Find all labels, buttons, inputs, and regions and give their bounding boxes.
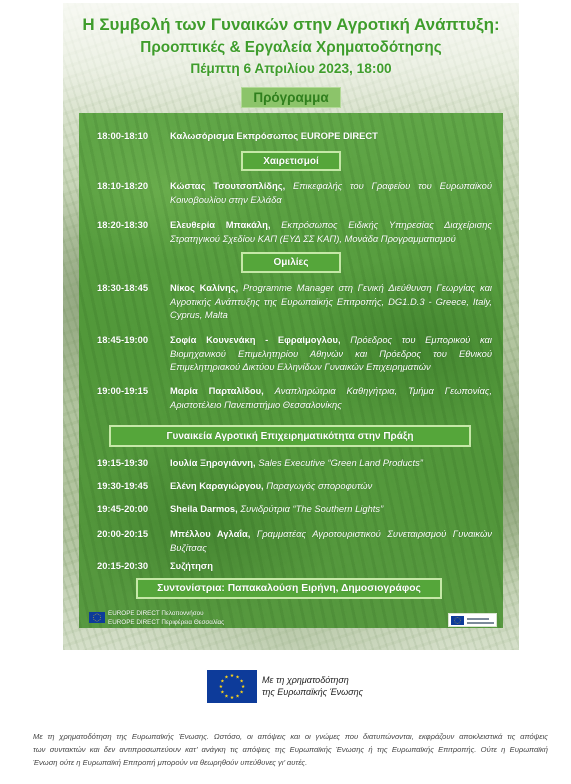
section-heading-talks: Ομιλίες: [241, 252, 341, 273]
agenda-description: [170, 384, 492, 411]
agenda-time: 20:00-20:15: [97, 528, 149, 539]
logo-text-mark: [467, 618, 489, 620]
agenda-time: 18:20-18:30: [97, 219, 149, 230]
agenda-description: [170, 333, 492, 374]
agenda-time: 18:45-19:00: [97, 334, 149, 345]
speaker-name: Ελένη Καραγιώργου,: [170, 480, 264, 491]
agenda-panel: [79, 113, 503, 628]
eu-flag-icon: [451, 616, 464, 625]
disclaimer: [33, 730, 548, 769]
speaker-role: Πρόεδρος του Εμπορικού και Βιομηχανικού Επιμελητηρίου Αθηνών και Πρόεδρος του Εθνικού Επιμελητηριακού Δικτύου Ελληνίδων Γυναικών Επιχειρηματιών: [170, 334, 492, 373]
speaker-role: Εκπρόσωπος Ειδικής Υπηρεσίας Διαχείρισης Στρατηγικού Σχεδίου ΚΑΠ (ΕΥΔ ΣΣ ΚΑΠ), Μονάδα Προγραμματισμού: [170, 219, 492, 244]
agenda-description: [170, 502, 492, 516]
europe-direct-thessaly: EUROPE DIRECT Περιφέρεια Θεσσαλίας: [108, 618, 225, 626]
agenda-description: [170, 559, 492, 573]
agenda-description: [170, 179, 492, 206]
agenda-description: [170, 527, 492, 554]
speaker-name: Μαρία Παρταλίδου,: [170, 385, 264, 396]
speaker-role: Αναπληρώτρια Καθηγήτρια, Τμήμα Γεωπονίας, Αριστοτέλειο Πανεπιστήμιο Θεσσαλονίκης: [170, 385, 493, 410]
agenda-time: 19:15-19:30: [97, 457, 149, 468]
agenda-time: 19:45-20:00: [97, 503, 149, 514]
agenda-description: [170, 479, 492, 493]
speaker-role: Παραγωγός σποροφυτών: [266, 480, 373, 491]
agenda-description: [170, 129, 492, 143]
agenda-time: 19:00-19:15: [97, 385, 149, 396]
speaker-name: Καλωσόρισμα Εκπρόσωπος EUROPE DIRECT: [170, 130, 378, 141]
agenda-time: 18:30-18:45: [97, 282, 149, 293]
speaker-name: Sheila Darmos,: [170, 503, 238, 514]
agenda-description: [170, 218, 492, 245]
event-subtitle: Προοπτικές & Εργαλεία Χρηματοδότησης: [140, 39, 442, 56]
program-heading: Πρόγραμμα: [241, 87, 341, 108]
agenda-time: 18:10-18:20: [97, 180, 149, 191]
speaker-role: Sales Executive “Green Land Products”: [258, 457, 423, 468]
event-title: Η Συμβολή των Γυναικών στην Αγροτική Ανάπτυξη:: [82, 15, 500, 34]
agenda-description: [170, 281, 492, 322]
speaker-name: Μπέλλου Αγλαΐα,: [170, 528, 251, 539]
speaker-name: Νίκος Καλίνης,: [170, 282, 239, 293]
eu-flag-icon: [207, 670, 257, 703]
moderator-box: Συντονίστρια: Παπακαλούση Ειρήνη, Δημοσιογράφος: [136, 578, 442, 599]
agenda-time: 19:30-19:45: [97, 480, 149, 491]
eu-funding-statement: [262, 674, 363, 698]
speaker-name: Κώστας Τσουτσοπλίδης,: [170, 180, 286, 191]
disclaimer-line: Ένωση ούτε η Ευρωπαϊκή Επιτροπή μπορούν να θεωρηθούν υπεύθυνες γι’ αυτές.: [33, 758, 308, 767]
speaker-name: Σοφία Κουνενάκη - Εφραίμογλου,: [170, 334, 341, 345]
agenda-description: [170, 456, 492, 470]
speaker-role: Επικεφαλής του Γραφείου του Ευρωπαϊκού Κοινοβουλίου στην Ελλάδα: [170, 180, 492, 205]
funding-line-1: Με τη χρηματοδότηση: [262, 675, 349, 685]
discussion-label: Συζήτηση: [170, 560, 213, 571]
agenda-time: 18:00-18:10: [97, 130, 149, 141]
event-date: Πέμπτη 6 Απριλίου 2023, 18:00: [190, 61, 392, 76]
disclaimer-line: Με τη χρηματοδότηση της Ευρωπαϊκής Ένωσης. Ωστόσο, οι απόψεις και οι γνώμες που διατυπώνονται, εκφράζουν αποκλειστικά τις απόψεις: [33, 732, 548, 741]
section-heading-greetings: Χαιρετισμοί: [241, 151, 341, 171]
event-poster: [63, 3, 519, 650]
speaker-name: Ιουλία Ξηρογιάννη,: [170, 457, 256, 468]
funding-line-2: της Ευρωπαϊκής Ένωσης: [262, 687, 363, 697]
speaker-role: Programme Manager στη Γενική Διεύθυνση Γεωργίας και Αγροτικής Ανάπτυξης της Ευρωπαϊκής Επιτροπής, DG1.D.3 - Greece, Italy, Cyprus, Malta: [170, 282, 493, 321]
speaker-name: Ελευθερία Μπακάλη,: [170, 219, 271, 230]
logo-text-mark: [467, 622, 494, 624]
europe-direct-offices: [108, 610, 224, 627]
eu-funding-mini-logo: [448, 613, 497, 627]
agenda-time: 20:15-20:30: [97, 560, 149, 571]
europe-direct-peloponnese: EUROPE DIRECT Πελοποννήσου: [108, 610, 204, 617]
eu-flag-icon: [89, 612, 105, 623]
speaker-role: Συνιδρύτρια “The Southern Lights”: [240, 503, 384, 514]
section-heading-practice: Γυναικεία Αγροτική Επιχειρηματικότητα στην Πράξη: [109, 425, 471, 447]
disclaimer-line: των συντακτών και δεν αντιπροσωπεύουν κατ’ ανάγκη τις απόψεις της Ευρωπαϊκής Ένωσης ή της Ευρωπαϊκής Επιτροπής. Ούτε η Ευρωπαϊκή: [33, 745, 548, 754]
speaker-role: Γραμματέας Αγροτουριστικού Συνεταιρισμού Γυναικών Βυζίτσας: [170, 528, 492, 553]
